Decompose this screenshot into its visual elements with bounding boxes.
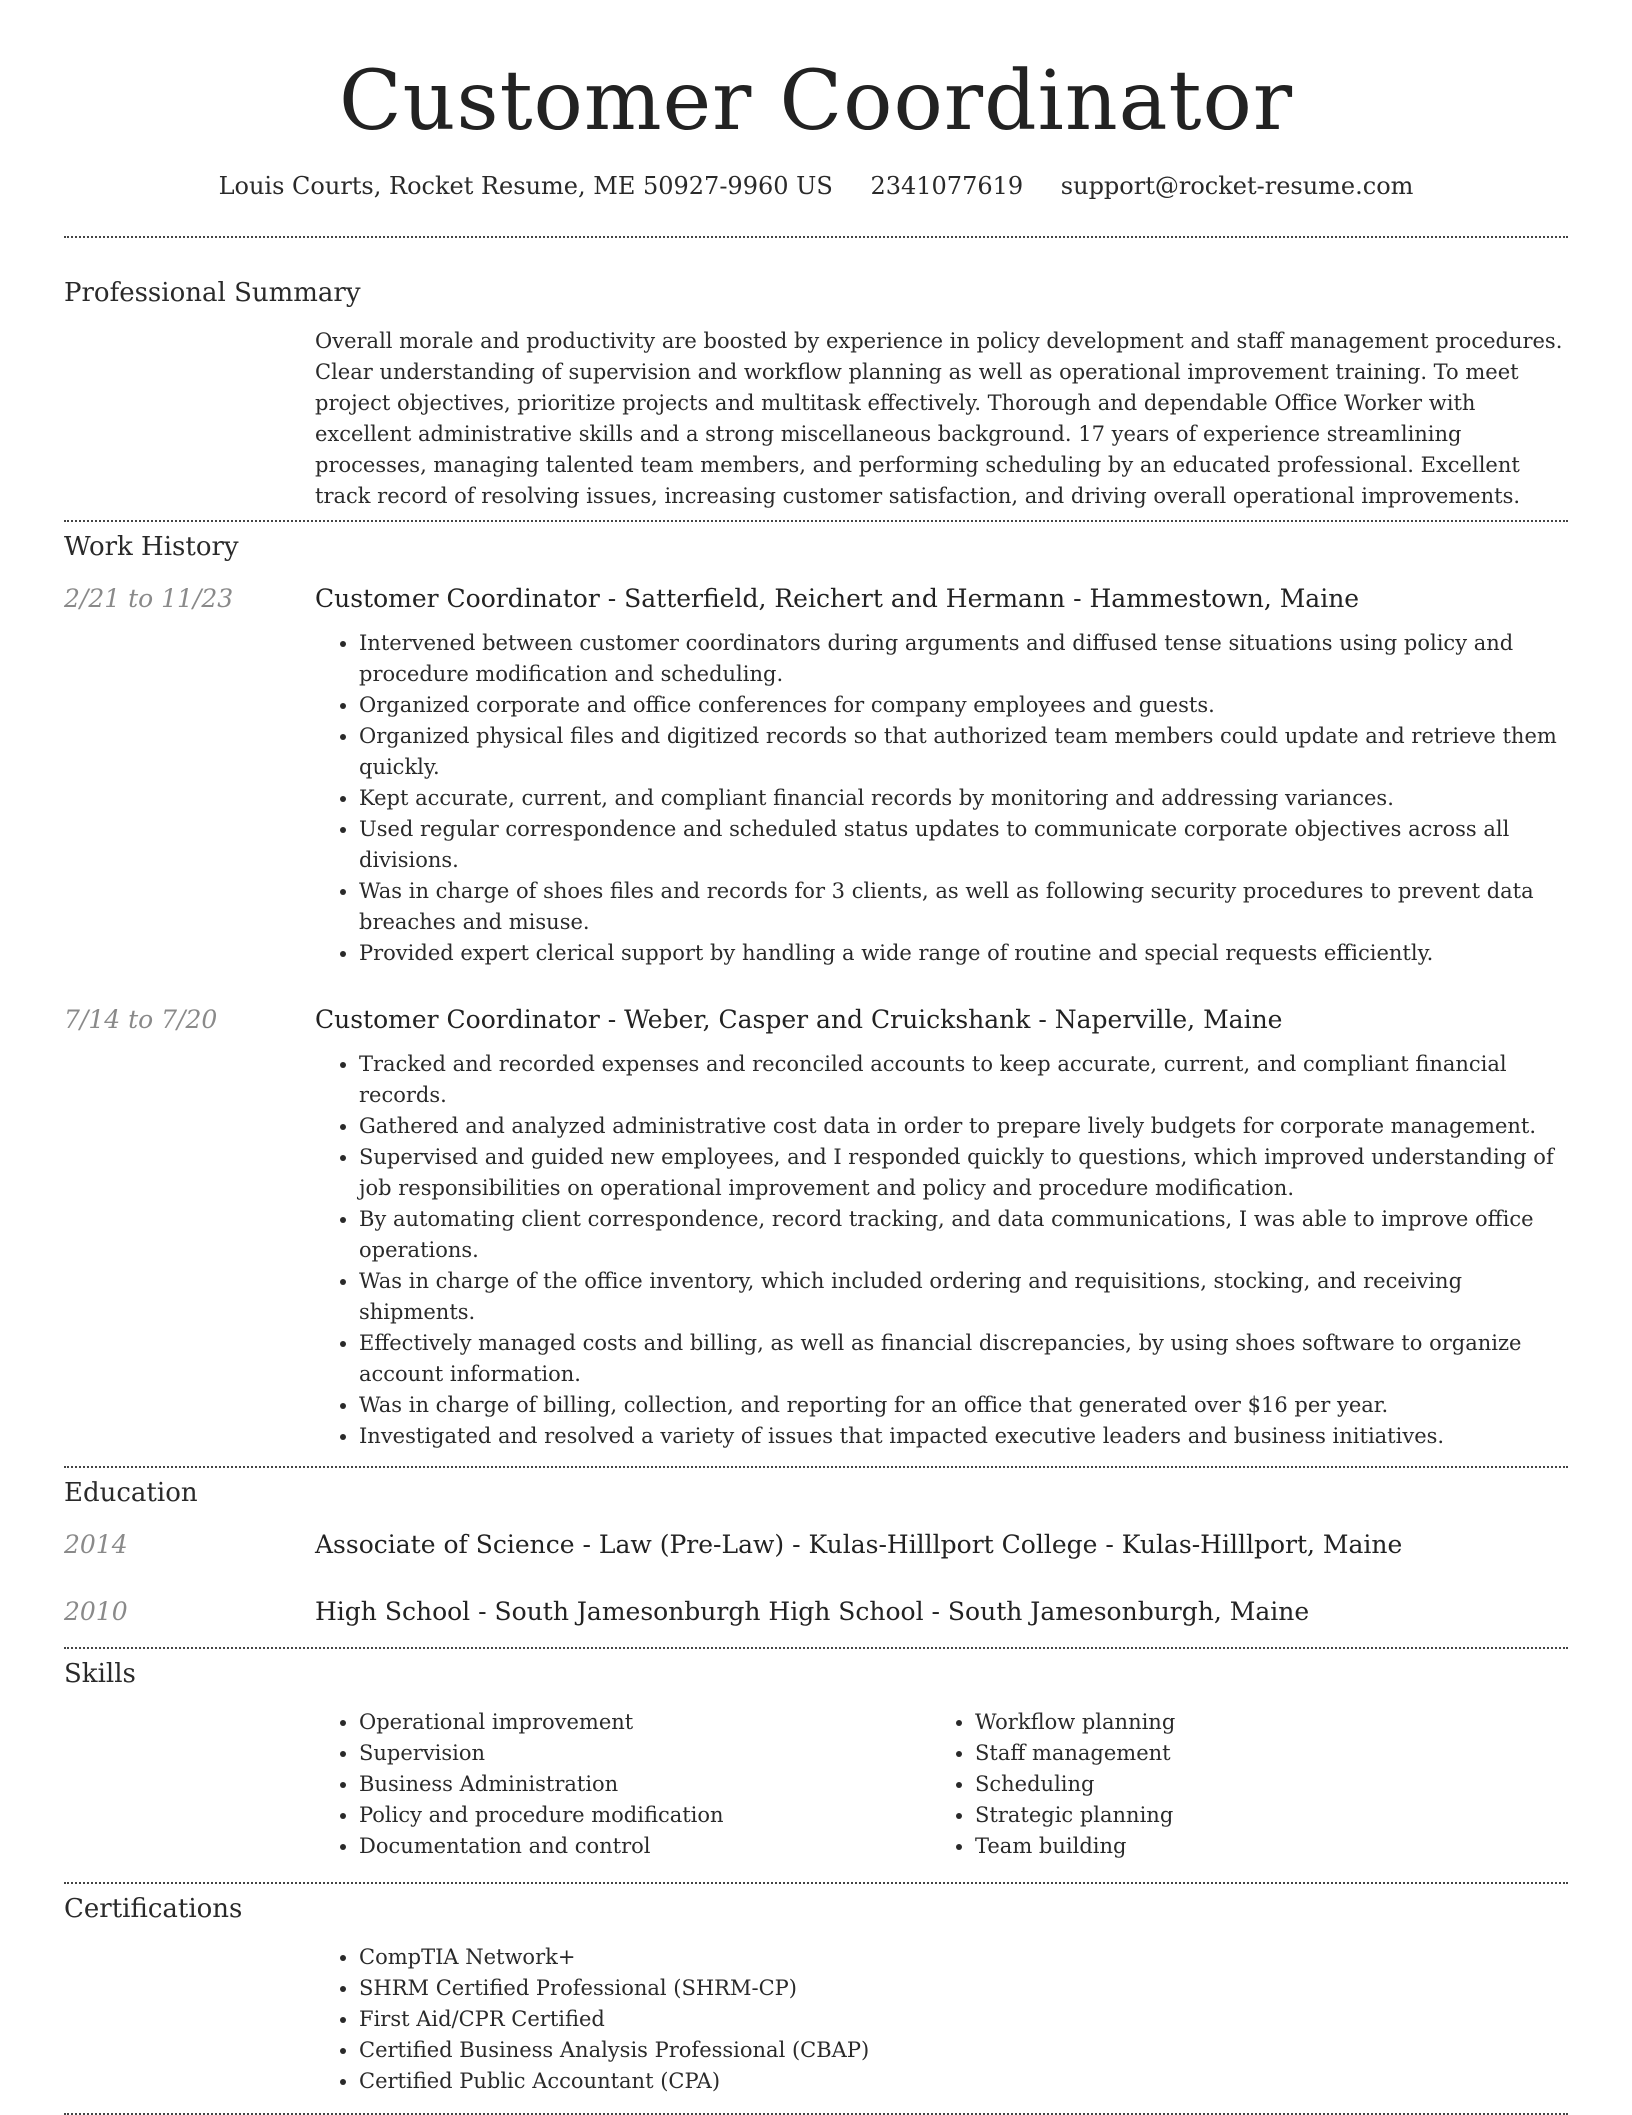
- education-year: 2010: [64, 1597, 128, 1626]
- contact-email: support@rocket-resume.com: [1060, 172, 1414, 200]
- skill-item: • Policy and procedure modification: [359, 1800, 931, 1831]
- job-entry: [64, 1003, 1568, 1452]
- job-dates: 7/14 to 7/20: [64, 1005, 218, 1034]
- job-bullet: • Organized physical files and digitized records so that authorized team members could update and retrieve them quickly.: [359, 721, 1568, 783]
- job-bullet: • Gathered and analyzed administrative cost data in order to prepare lively budgets for corporate management.: [359, 1111, 1568, 1142]
- job-title: Customer Coordinator - Weber, Casper and Cruickshank - Naperville, Maine: [315, 1005, 1283, 1034]
- skill-item: • Business Administration: [359, 1769, 931, 1800]
- job-bullet: • Kept accurate, current, and compliant financial records by monitoring and addressing variances.: [359, 783, 1568, 814]
- divider: [64, 1647, 1568, 1649]
- certification-item: • SHRM Certified Professional (SHRM-CP): [359, 1973, 1568, 2004]
- section-title-summary: Professional Summary: [64, 278, 361, 308]
- skill-item: • Supervision: [359, 1738, 931, 1769]
- job-bullet: • Supervised and guided new employees, and I responded quickly to questions, which improved understanding of job responsibilities on operational improvement and policy and procedure modification.: [359, 1142, 1568, 1204]
- education-year: 2014: [64, 1530, 128, 1559]
- job-bullet: • Effectively managed costs and billing, as well as financial discrepancies, by using shoes software to organize account information.: [359, 1328, 1568, 1390]
- skill-item: • Team building: [975, 1831, 1547, 1862]
- section-title-education: Education: [64, 1478, 198, 1508]
- certification-item: • Certified Public Accountant (CPA): [359, 2066, 1568, 2097]
- certifications-bullets: [315, 1942, 1568, 2097]
- job-bullets: [315, 1049, 1568, 1452]
- section-title-skills: Skills: [64, 1659, 136, 1689]
- job-bullet: • Organized corporate and office conferences for company employees and guests.: [359, 690, 1568, 721]
- job-bullet: • Was in charge of shoes files and records for 3 clients, as well as following security procedures to prevent data breaches and misuse.: [359, 876, 1568, 938]
- certification-item: • CompTIA Network+: [359, 1942, 1568, 1973]
- divider: [64, 1882, 1568, 1884]
- divider: [64, 1466, 1568, 1468]
- skill-item: • Workflow planning: [975, 1707, 1547, 1738]
- skills-bullets: [315, 1707, 931, 1862]
- skill-item: • Documentation and control: [359, 1831, 931, 1862]
- job-bullet: • Intervened between customer coordinators during arguments and diffused tense situations using policy and procedure modification and scheduling.: [359, 628, 1568, 690]
- skills-list: [315, 1707, 1568, 1862]
- education-entry: [64, 1595, 1568, 1629]
- candidate-name: Customer Coordinator: [338, 54, 1294, 149]
- education-body: [315, 1528, 1568, 1562]
- skill-item: • Staff management: [975, 1738, 1547, 1769]
- education-body: [315, 1595, 1568, 1629]
- contact-line: [64, 170, 1568, 202]
- certifications-list: [315, 1942, 1568, 2097]
- certification-item: • Certified Business Analysis Professional (CBAP): [359, 2035, 1568, 2066]
- skills-column-left: [315, 1707, 931, 1862]
- job-body: [315, 582, 1568, 969]
- job-body: [315, 1003, 1568, 1452]
- summary-text: Overall morale and productivity are boosted by experience in policy development and staff management procedures. Clear understanding of supervision and workflow planning as well as operational improvement training. To meet project objectives, prioritize projects and multitask effectively. Thorough and dependable Office Worker with excellent administrative skills and a strong miscellaneous background. 17 years of experience streamlining processes, managing talented team members, and performing scheduling by an educated professional. Excellent track record of resolving issues, increasing customer satisfaction, and driving overall operational improvements.: [315, 329, 1563, 508]
- skills-bullets: [931, 1707, 1547, 1862]
- skills-column-right: [931, 1707, 1547, 1862]
- job-bullet: • Used regular correspondence and scheduled status updates to communicate corporate objectives across all divisions.: [359, 814, 1568, 876]
- resume-page: [64, 0, 1568, 2115]
- contact-address: Louis Courts, Rocket Resume, ME 50927-9960 US: [218, 172, 833, 200]
- job-entry: [64, 582, 1568, 969]
- job-bullet: • Provided expert clerical support by handling a wide range of routine and special requests efficiently.: [359, 938, 1568, 969]
- job-bullet: • Was in charge of billing, collection, and reporting for an office that generated over $16 per year.: [359, 1390, 1568, 1421]
- job-title: Customer Coordinator - Satterfield, Reichert and Hermann - Hammestown, Maine: [315, 584, 1360, 613]
- divider: [64, 520, 1568, 522]
- contact-phone: 2341077619: [870, 172, 1024, 200]
- skill-item: • Strategic planning: [975, 1800, 1547, 1831]
- education-entry: [64, 1528, 1568, 1562]
- education-title: Associate of Science - Law (Pre-Law) - Kulas-Hilllport College - Kulas-Hilllport, Maine: [315, 1530, 1403, 1559]
- job-bullets: [315, 628, 1568, 969]
- certification-item: • First Aid/CPR Certified: [359, 2004, 1568, 2035]
- job-dates: 2/21 to 11/23: [64, 584, 234, 613]
- job-bullet: • By automating client correspondence, record tracking, and data communications, I was able to improve office operations.: [359, 1204, 1568, 1266]
- job-bullet: • Tracked and recorded expenses and reconciled accounts to keep accurate, current, and compliant financial records.: [359, 1049, 1568, 1111]
- divider: [64, 236, 1568, 238]
- section-title-certifications: Certifications: [64, 1894, 243, 1924]
- job-bullet: • Investigated and resolved a variety of issues that impacted executive leaders and business initiatives.: [359, 1421, 1568, 1452]
- skill-item: • Scheduling: [975, 1769, 1547, 1800]
- section-title-work: Work History: [64, 532, 239, 562]
- skill-item: • Operational improvement: [359, 1707, 931, 1738]
- job-bullet: • Was in charge of the office inventory, which included ordering and requisitions, stocking, and receiving shipments.: [359, 1266, 1568, 1328]
- education-title: High School - South Jamesonburgh High School - South Jamesonburgh, Maine: [315, 1597, 1310, 1626]
